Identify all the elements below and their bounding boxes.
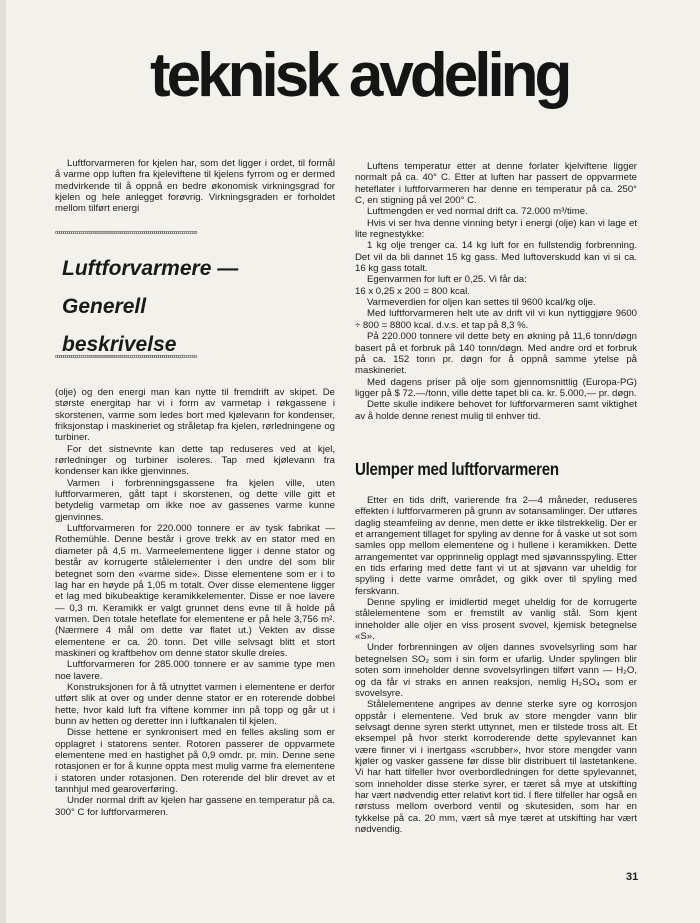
ornament-rule-top: ᵒᵒᵒᵒᵒᵒᵒᵒᵒᵒᵒᵒᵒᵒᵒᵒᵒᵒᵒᵒᵒᵒᵒᵒᵒᵒᵒᵒᵒᵒᵒᵒᵒᵒᵒᵒᵒᵒᵒᵒᵒᵒᵒᵒᵒᵒᵒᵒᵒᵒᵒᵒᵒᵒᵒᵒᵒᵒᵒᵒᵒᵒᵒᵒᵒᵒᵒᵒᵒᵒ <box>55 230 197 238</box>
paragraph: Under normal drift av kjelen har gassene en temperatur på ca. 300° C for luftforvarmeren. <box>55 795 335 818</box>
article-title <box>62 250 322 364</box>
paragraph: (olje) og den energi man kan nytte til fremdrift av skipet. De største energitap har vi i form av varmetap i røkgassene i skorstenen, varme som ledes bort med kjølevann for kondenser, friksjonstap i maskineriet og stråletap fra kjelen, rørledningene og turbiner. <box>55 387 335 444</box>
paragraph: Luftmengden er ved normal drift ca. 72.000 m³/time. <box>367 206 588 218</box>
paragraph: Stålelementene angripes av denne sterke syre og korrosjon oppstår i elementene. Ved bruk av store mengder vann blir selvsagt denne syren sterkt uttynnet, men er tilstede tross alt. Et eksempel på hvor sterkt korroderende dette spylevannet kan være finner vi i inertgass «scrubber», hvor store mengder vann kjøler og vasker gassene før disse blir distribuert til lastetankene. Vi har hatt tilfeller hvor overbordledningen for dette spylevannet, som inneholder disse sterke syrer, er tæret så mye at utskifting har vært nødvendig etter relativt kort tid. I flere tilfeller har også en rørstuss mellom overbord ventil og skutesiden, som har en tykkelse på ca. 20 mm, vært så mye tæret at utskifting har vært nødvendig. <box>355 699 637 835</box>
left-column-intro <box>55 158 335 215</box>
paragraph: Egenvarmen for luft er 0,25. Vi får da: <box>367 274 527 286</box>
right-column-body <box>355 495 637 835</box>
paragraph: 1 kg olje trenger ca. 14 kg luft for en fullstendig forbrenning. Det vil da bli dannet 15 kg gass. Med luftoverskudd kan vi si ca. 16 kg gass totalt. <box>355 240 637 275</box>
paragraph: Denne spyling er imidlertid meget uheldig for de korrugerte stålelementene som er fremstilt av vanlig stål. Som kjent inneholder alle oljer en viss prosent svovel, kjemisk betegnelse «S». <box>355 597 637 643</box>
paragraph: Varmeverdien for oljen kan settes til 9600 kcal/kg olje. <box>367 297 596 309</box>
article-title-line: Luftforvarmere — <box>62 257 239 280</box>
article-title-line: beskrivelse <box>62 333 177 356</box>
ornament-rule-bottom: ᵒᵒᵒᵒᵒᵒᵒᵒᵒᵒᵒᵒᵒᵒᵒᵒᵒᵒᵒᵒᵒᵒᵒᵒᵒᵒᵒᵒᵒᵒᵒᵒᵒᵒᵒᵒᵒᵒᵒᵒᵒᵒᵒᵒᵒᵒᵒᵒᵒᵒᵒᵒᵒᵒᵒᵒᵒᵒᵒᵒᵒᵒᵒᵒᵒᵒᵒᵒᵒᵒ <box>55 354 197 362</box>
section-heading: Ulemper med luftforvarmeren <box>355 459 559 479</box>
page-binding-edge <box>0 0 6 923</box>
paragraph: På 220.000 tonnere vil dette bety en økning på 11,6 tonn/døgn basert på et forbruk på 140 tonn/døgn. Med andre ord et forbruk på ca. 152 tonn pr. døgn for å oppnå samme ytelse på maskineriet. <box>355 331 637 377</box>
paragraph: Hvis vi ser hva denne vinning betyr i energi (olje) kan vi lage et lite regnestykke: <box>355 217 637 241</box>
right-column-calculation <box>355 161 637 422</box>
paragraph: Varmen i forbrenningsgassene fra kjelen ville, uten luftforvarmeren, gått tapt i skorstenen, og dette ville gitt et betydelig varmetap om ikke noe av gassenes varme kunne gjenvinnes. <box>55 477 335 523</box>
left-column-body <box>55 387 335 818</box>
paragraph: Luftforvarmeren for 285.000 tonnere er av samme type men noe lavere. <box>55 659 335 682</box>
paragraph: For det sistnevnte kan dette tap reduseres ved at kjel, rørledninger og turbiner isoleres. Tap med kjølevann fra kondenser kan ikke gjenvinnes. <box>55 443 335 478</box>
article-title-line: Generell <box>62 295 147 318</box>
paragraph: Disse hettene er synkronisert med en felles aksling som er opplagret i statorens senter. Rotoren passerer de oppvarmete elementene med en hastighet på 0,9 omdr. pr. min. Denne sene rotasjonen er for å kunne oppta mest mulig varme fra elementene i statoren under rotasjonen. Den roterende del blir drevet av et tannhjul med gearoverføring. <box>55 727 335 796</box>
paragraph: Luftforvarmeren for kjelen har, som det ligger i ordet, til formål å varme opp luften fra kjeleviftene til kjelens fyrrom og er dermed medvirkende til å oppnå en bedre økonomisk virkningsgrad for kjelen og hele anlegget forøvrig. Virkningsgraden er forholdet mellom tilført energi <box>55 158 335 215</box>
paragraph: Konstruksjonen for å få utnyttet varmen i elementene er derfor utført slik at over og under denne stator er en roterende dobbel hette, hvor kald luft fra viftene kommer inn på topp og går ut i bunn av hetten og deretter inn i luftkanalen til kjelen. <box>55 681 335 727</box>
masthead-title: teknisk avdeling <box>150 41 569 110</box>
paragraph: Dette skulle indikere behovet for luftforvarmeren samt viktighet av å holde denne renest mulig til enhver tid. <box>355 399 637 422</box>
paragraph: Under forbrenningen av oljen dannes svovelsyrling som har betegnelsen SO₂ som i sin form er ufarlig. Under spylingen blir soten som inneholder denne svovelsyrlingen tilført vann — H₂O, og da får vi straks en annen reaksjon, nemlig H₂SO₄ som er svovelsyre. <box>355 642 637 699</box>
paragraph: Luftens temperatur etter at denne forlater kjelviftene ligger normalt på ca. 40° C. Etter at luften har passert de oppvarmete heteflater i luftforvarmeren har denne en temperatur på ca. 250° C, en stigning på vel 200° C. <box>355 161 637 207</box>
paragraph: Med dagens priser på olje som gjennomsnittlig (Europa-PG) ligger på $ 72.—/tonn, ville dette tapet bli ca. kr. 5.000,— pr. døgn. <box>355 376 637 399</box>
page-number: 31 <box>626 871 639 883</box>
paragraph: Med luftforvarmeren helt ute av drift vil vi kun nyttiggjøre 9600 ÷ 800 = 8800 kcal. d.v.s. et tap på 8,3 %. <box>355 308 637 331</box>
paragraph: Etter en tids drift, varierende fra 2—4 måneder, reduseres effekten i luftforvarmeren på grunn av sotansamlinger. Der utføres daglig steamfeiing av denne, men dette er ikke tilstrekkelig. Der er et arrangement tillaget for spyling av denne for å vaske ut sot som samles opp mellom elementene og i hullene i keramikken. Dette arrangementet var opprinnelig opplagt med sjøvannsspyling. Etter en tids erfaring med dette fant vi ut at sjøvann var uheldig for spyling i dette varme området, og gikk over til spyling med ferskvann. <box>355 495 637 597</box>
paragraph: Luftforvarmeren for 220.000 tonnere er av tysk fabrikat — Rothemühle. Denne består i grove trekk av en stator med en diameter på 4,5 m. Varmeelementene ligger i denne stator og består av korrugerte stålelementer i den undre del som blir betegnet som den «varme side». Disse elementene som er i to lag har en høyde på 1,05 m totalt. Over disse elementene ligger et lag med bikubeaktige keramikkelementer. Disse er noe lavere — 0,3 m. Keramikk er valgt grunnet dens evne til å holde på varmen. Den totale heteflate for elementene er på hele 3,756 m². (Nærmere 4 mål om dette var flatet ut.) Vekten av disse elementene er ca. 20 tonn. Det ville selvsagt blitt et stort maskineri og kraftbehov om denne stator skulle dreies. <box>55 523 335 659</box>
formula-line: 16 x 0,25 x 200 = 800 kcal. <box>355 285 470 297</box>
